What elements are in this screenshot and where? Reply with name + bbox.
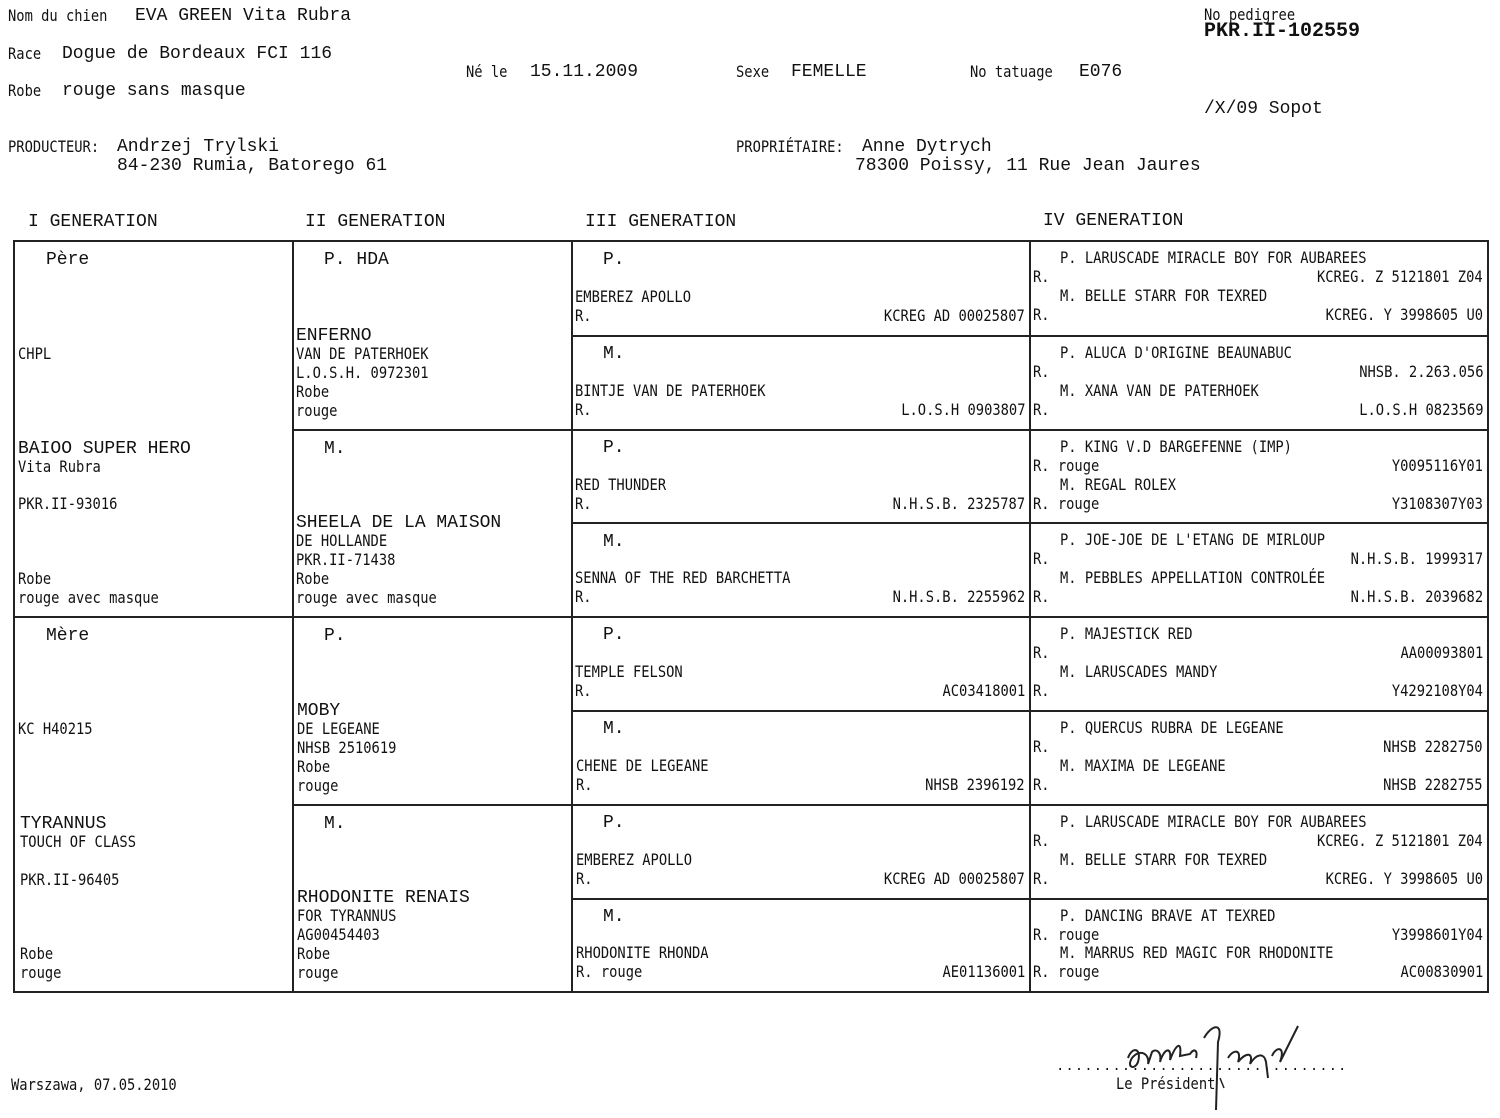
producer-address: 84-230 Rumia, Batorego 61: [117, 156, 388, 176]
pedigree-extra: /X/09 Sopot: [1204, 99, 1323, 119]
gen2-name-suffix: DE LEGEANE: [297, 719, 380, 738]
gen4-dam-robe: R.: [1033, 681, 1050, 700]
gen4-dam-registration: KCREG. Y 3998605 U0: [1325, 305, 1483, 324]
gen2-name-suffix: VAN DE PATERHOEK: [296, 344, 429, 363]
gen3-registration: AE01136001: [942, 962, 1025, 981]
gen3-role: P.: [603, 813, 625, 833]
born-value: 15.11.2009: [530, 62, 639, 82]
generation-heading-4: IV GENERATION: [1043, 211, 1184, 231]
born-label: Né le: [466, 62, 508, 81]
gen3-robe: R.: [576, 775, 593, 794]
producer-name: Andrzej Trylski: [117, 137, 280, 157]
gen2-name: RHODONITE RENAIS: [297, 888, 470, 908]
gen2-robe-label: Robe: [296, 382, 330, 401]
gen2-registration: AG00454403: [297, 925, 380, 944]
gen3-robe: R.: [576, 869, 593, 888]
gen4-sire-registration: AA00093801: [1400, 643, 1483, 662]
robe-label: Robe: [8, 81, 42, 100]
gen4-dam: M. XANA VAN DE PATERHOEK: [1060, 381, 1259, 400]
sire-name: BAIOO SUPER HERO: [18, 439, 191, 459]
gen4-sire-robe: R.: [1033, 362, 1050, 381]
pedigree-number: PKR.II-102559: [1204, 20, 1361, 43]
owner-address: 78300 Poissy, 11 Rue Jean Jaures: [855, 156, 1201, 176]
signature-scribble: [1120, 1018, 1320, 1118]
dog-name: EVA GREEN Vita Rubra: [135, 6, 352, 26]
gen3-name: RED THUNDER: [575, 475, 667, 494]
gen3-name: SENNA OF THE RED BARCHETTA: [575, 568, 791, 587]
gen3-robe: R.: [575, 400, 592, 419]
signature-line: ...............................: [1056, 1059, 1348, 1075]
gen2-name: MOBY: [297, 701, 341, 721]
gen4-sire: P. MAJESTICK RED: [1060, 624, 1193, 643]
generation-heading-3: III GENERATION: [585, 212, 737, 232]
gen2-name: SHEELA DE LA MAISON: [296, 513, 502, 533]
gen2-role: M.: [324, 439, 346, 459]
gen3-robe: R.: [575, 306, 592, 325]
gen4-sire: P. LARUSCADE MIRACLE BOY FOR AUBAREES: [1060, 248, 1367, 267]
gen4-sire-registration: Y0095116Y01: [1391, 456, 1483, 475]
race-value: Dogue de Bordeaux FCI 116: [62, 44, 333, 64]
gen4-sire-robe: R.: [1033, 831, 1050, 850]
president-label: Le Président: [1116, 1074, 1216, 1093]
race-label: Race: [8, 44, 42, 63]
sire-title: CHPL: [18, 344, 52, 363]
gen2-robe: rouge: [297, 776, 339, 795]
gen4-sire-registration: KCREG. Z 5121801 Z04: [1317, 267, 1483, 286]
tattoo-label: No tatuage: [970, 62, 1053, 81]
gen3-role: M.: [603, 907, 625, 927]
gen3-registration: L.O.S.H 0903807: [900, 400, 1025, 419]
gen3-registration: KCREG AD 00025807: [884, 869, 1025, 888]
gen3-registration: NHSB 2396192: [925, 775, 1025, 794]
gen4-dam: M. MARRUS RED MAGIC FOR RHODONITE: [1060, 943, 1334, 962]
gen3-role: M.: [603, 719, 625, 739]
gen3-robe: R. rouge: [576, 962, 643, 981]
gen4-sire: P. DANCING BRAVE AT TEXRED: [1060, 906, 1276, 925]
producer-label: PRODUCTEUR:: [8, 137, 100, 156]
gen4-dam: M. PEBBLES APPELLATION CONTROLÉE: [1060, 568, 1326, 587]
gen4-sire-robe: R.: [1033, 737, 1050, 756]
owner-name: Anne Dytrych: [862, 137, 992, 157]
gen4-sire: P. KING V.D BARGEFENNE (IMP): [1060, 437, 1292, 456]
gen4-sire-robe: R.: [1033, 643, 1050, 662]
gen4-dam-robe: R.: [1033, 587, 1050, 606]
gen4-dam-registration: Y4292108Y04: [1391, 681, 1483, 700]
gen4-sire-registration: NHSB. 2.263.056: [1358, 362, 1483, 381]
name-label: Nom du chien: [8, 6, 108, 25]
gen2-robe-label: Robe: [297, 757, 331, 776]
gen2-registration: NHSB 2510619: [297, 738, 397, 757]
sire-role: Père: [46, 250, 90, 270]
gen3-role: M.: [603, 344, 625, 364]
gen4-sire-registration: Y3998601Y04: [1391, 925, 1483, 944]
gen4-dam: M. BELLE STARR FOR TEXRED: [1060, 286, 1268, 305]
gen3-name: TEMPLE FELSON: [575, 662, 683, 681]
gen4-sire: P. JOE-JOE DE L'ETANG DE MIRLOUP: [1060, 530, 1326, 549]
gen4-dam: M. BELLE STARR FOR TEXRED: [1060, 850, 1268, 869]
gen2-robe: rouge: [297, 963, 339, 982]
gen3-registration: N.H.S.B. 2325787: [892, 494, 1025, 513]
gen4-sire-robe: R.: [1033, 549, 1050, 568]
gen3-role: P.: [603, 250, 625, 270]
gen2-name: ENFERNO: [296, 326, 372, 346]
gen3-robe: R.: [575, 681, 592, 700]
sex-label: Sexe: [736, 62, 770, 81]
gen2-role: M.: [324, 814, 346, 834]
gen4-sire-robe: R. rouge: [1033, 456, 1100, 475]
sire-robe: rouge avec masque: [18, 588, 159, 607]
gen4-dam-robe: R.: [1033, 869, 1050, 888]
gen4-dam-registration: AC00830901: [1400, 962, 1483, 981]
dam-registration: PKR.II-96405: [20, 870, 120, 889]
sire-name-suffix: Vita Rubra: [18, 457, 101, 476]
gen2-name-suffix: DE HOLLANDE: [296, 531, 388, 550]
gen3-name: RHODONITE RHONDA: [576, 943, 709, 962]
gen4-dam: M. MAXIMA DE LEGEANE: [1060, 756, 1226, 775]
gen3-name: BINTJE VAN DE PATERHOEK: [575, 381, 766, 400]
gen2-name-suffix: FOR TYRANNUS: [297, 906, 397, 925]
gen3-registration: N.H.S.B. 2255962: [892, 587, 1025, 606]
gen4-dam-robe: R.: [1033, 400, 1050, 419]
gen3-registration: KCREG AD 00025807: [884, 306, 1025, 325]
generation-heading-2: II GENERATION: [305, 212, 446, 232]
gen4-dam-registration: Y3108307Y03: [1391, 494, 1483, 513]
sire-robe-label: Robe: [18, 569, 52, 588]
gen3-role: M.: [603, 532, 625, 552]
gen4-dam: M. REGAL ROLEX: [1060, 475, 1176, 494]
gen3-role: P.: [603, 625, 625, 645]
gen4-dam-registration: KCREG. Y 3998605 U0: [1325, 869, 1483, 888]
sex-value: FEMELLE: [791, 62, 867, 82]
gen4-sire: P. QUERCUS RUBRA DE LEGEANE: [1060, 718, 1284, 737]
gen3-name: CHENE DE LEGEANE: [576, 756, 709, 775]
dam-title: KC H40215: [18, 719, 93, 738]
gen4-sire-registration: NHSB 2282750: [1383, 737, 1483, 756]
gen2-registration: PKR.II-71438: [296, 550, 396, 569]
gen3-robe: R.: [575, 587, 592, 606]
sire-registration: PKR.II-93016: [18, 494, 118, 513]
gen3-name: EMBEREZ APOLLO: [575, 287, 691, 306]
gen2-role: P.: [324, 626, 346, 646]
gen4-sire-robe: R.: [1033, 267, 1050, 286]
gen4-dam: M. LARUSCADES MANDY: [1060, 662, 1218, 681]
pedigree-label: No pedigree: [1204, 5, 1296, 24]
dam-robe: rouge: [20, 963, 62, 982]
gen4-dam-registration: N.H.S.B. 2039682: [1350, 587, 1483, 606]
gen4-sire-registration: N.H.S.B. 1999317: [1350, 549, 1483, 568]
gen3-role: P.: [603, 438, 625, 458]
gen4-dam-robe: R.: [1033, 775, 1050, 794]
gen3-robe: R.: [575, 494, 592, 513]
gen3-name: EMBEREZ APOLLO: [576, 850, 692, 869]
gen2-robe-label: Robe: [296, 569, 330, 588]
gen4-dam-robe: R. rouge: [1033, 494, 1100, 513]
robe-value: rouge sans masque: [62, 81, 246, 101]
gen2-registration: L.O.S.H. 0972301: [296, 363, 429, 382]
gen4-dam-registration: L.O.S.H 0823569: [1358, 400, 1483, 419]
gen2-robe-label: Robe: [297, 944, 331, 963]
gen2-role: P. HDA: [324, 250, 389, 270]
dam-role: Mère: [46, 626, 90, 646]
gen4-sire-registration: KCREG. Z 5121801 Z04: [1317, 831, 1483, 850]
gen2-robe: rouge avec masque: [296, 588, 437, 607]
gen4-sire-robe: R. rouge: [1033, 925, 1100, 944]
dam-robe-label: Robe: [20, 944, 54, 963]
gen4-sire: P. ALUCA D'ORIGINE BEAUNABUC: [1060, 343, 1292, 362]
gen4-dam-robe: R. rouge: [1033, 962, 1100, 981]
generation-heading-1: I GENERATION: [28, 212, 158, 232]
place-date: Warszawa, 07.05.2010: [11, 1075, 177, 1094]
dam-name: TYRANNUS: [20, 814, 107, 834]
tattoo-value: E076: [1079, 62, 1123, 82]
owner-label: PROPRIÉTAIRE:: [736, 137, 844, 156]
gen4-dam-robe: R.: [1033, 305, 1050, 324]
gen3-registration: AC03418001: [942, 681, 1025, 700]
gen4-sire: P. LARUSCADE MIRACLE BOY FOR AUBAREES: [1060, 812, 1367, 831]
gen4-dam-registration: NHSB 2282755: [1383, 775, 1483, 794]
dam-name-suffix: TOUCH OF CLASS: [20, 832, 136, 851]
gen2-robe: rouge: [296, 401, 338, 420]
